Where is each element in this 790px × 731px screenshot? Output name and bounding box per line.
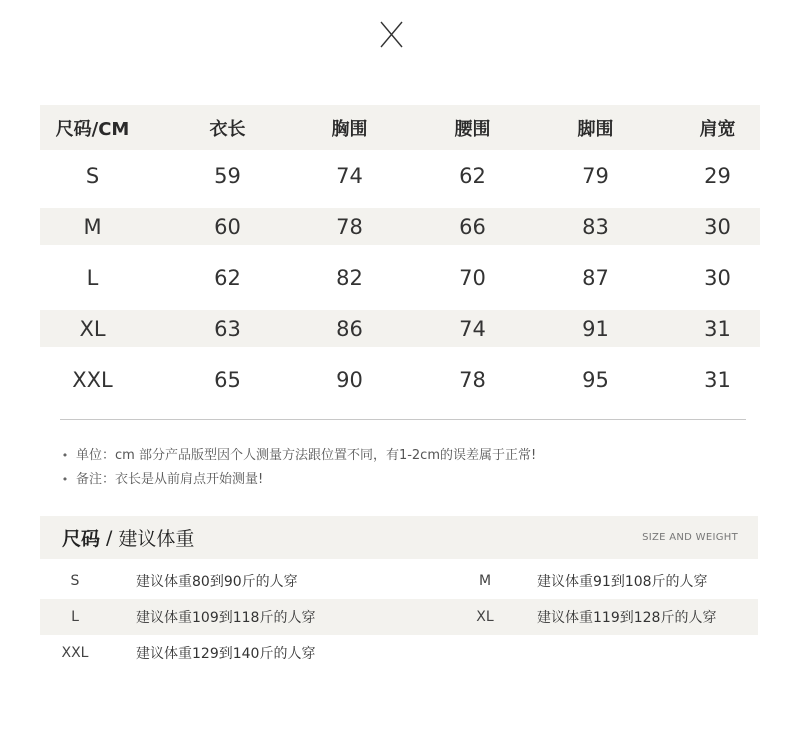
notes: [60, 444, 536, 492]
hem-cell: 79: [582, 163, 609, 188]
bullet-icon: •: [61, 449, 69, 462]
table-row: [40, 252, 760, 303]
chest-cell: 86: [336, 316, 363, 341]
shoulder-cell: 31: [704, 316, 731, 341]
size-cell: M: [83, 214, 102, 239]
hem-cell: 87: [582, 265, 609, 290]
weight-title-separator: /: [106, 526, 113, 549]
chest-cell: 82: [336, 265, 363, 290]
waist-cell: 78: [459, 367, 486, 392]
length-cell: 65: [214, 367, 241, 392]
table-row: [40, 354, 760, 405]
weight-title-bold: 尺码: [62, 528, 101, 550]
table-row: [40, 310, 760, 347]
header-shoulder: 肩宽: [699, 118, 736, 140]
size-cell: XL: [79, 316, 106, 341]
length-cell: 63: [214, 316, 241, 341]
header-chest: 胸围: [331, 118, 368, 140]
weight-size-label: XXL: [61, 645, 89, 661]
waist-cell: 74: [459, 316, 486, 341]
note-remark-text: 备注：衣长是从前肩点开始测量!: [76, 472, 264, 487]
weight-title-rest: 建议体重: [118, 528, 195, 550]
shoulder-cell: 29: [704, 163, 731, 188]
note-unit: [60, 444, 536, 468]
list-item: [40, 599, 758, 635]
hem-cell: 91: [582, 316, 609, 341]
note-remark: [60, 468, 536, 492]
size-table: [40, 105, 760, 405]
shoulder-cell: 30: [704, 265, 731, 290]
weight-size-label: [450, 635, 520, 671]
list-item: [40, 563, 758, 599]
weight-section-subtitle: SIZE AND WEIGHT: [642, 532, 738, 543]
header-length: 衣长: [209, 118, 246, 140]
weight-section-header: [40, 516, 758, 559]
size-cell: XXL: [72, 367, 113, 392]
size-table-header: [40, 105, 760, 150]
hem-cell: 83: [582, 214, 609, 239]
length-cell: 62: [214, 265, 241, 290]
chest-cell: 74: [336, 163, 363, 188]
header-hem: 脚围: [577, 118, 614, 140]
table-divider: [60, 419, 746, 420]
header-waist: 腰围: [454, 118, 491, 140]
weight-size-label: L: [71, 609, 79, 625]
weight-recommendation: 建议体重119到128斤的人穿: [537, 610, 717, 626]
bullet-icon: •: [61, 473, 69, 486]
waist-cell: 66: [459, 214, 486, 239]
table-row: [40, 150, 760, 201]
size-cell: L: [86, 265, 99, 290]
size-cell: S: [85, 163, 100, 188]
length-cell: 59: [214, 163, 241, 188]
chest-cell: 78: [336, 214, 363, 239]
waist-cell: 70: [459, 265, 486, 290]
weight-size-label: M: [478, 573, 492, 589]
weight-recommendation: 建议体重109到118斤的人穿: [136, 610, 316, 626]
weight-size-label: S: [70, 573, 80, 589]
hem-cell: 95: [582, 367, 609, 392]
shoulder-cell: 30: [704, 214, 731, 239]
table-row: [40, 208, 760, 245]
weight-recommendation: 建议体重91到108斤的人穿: [537, 574, 708, 590]
weight-size-label: XL: [476, 609, 494, 625]
header-size-cm: 尺码/CM: [55, 118, 130, 140]
close-icon[interactable]: [380, 21, 403, 48]
weight-recommendation: 建议体重80到90斤的人穿: [136, 574, 298, 590]
weight-table: [40, 563, 758, 671]
note-unit-text: 单位：cm 部分产品版型因个人测量方法跟位置不同，有1-2cm的误差属于正常!: [76, 448, 537, 463]
weight-section-title: [62, 516, 194, 559]
weight-recommendation: 建议体重129到140斤的人穿: [136, 646, 316, 662]
shoulder-cell: 31: [704, 367, 731, 392]
chest-cell: 90: [336, 367, 363, 392]
length-cell: 60: [214, 214, 241, 239]
list-item: [40, 635, 758, 671]
waist-cell: 62: [459, 163, 486, 188]
